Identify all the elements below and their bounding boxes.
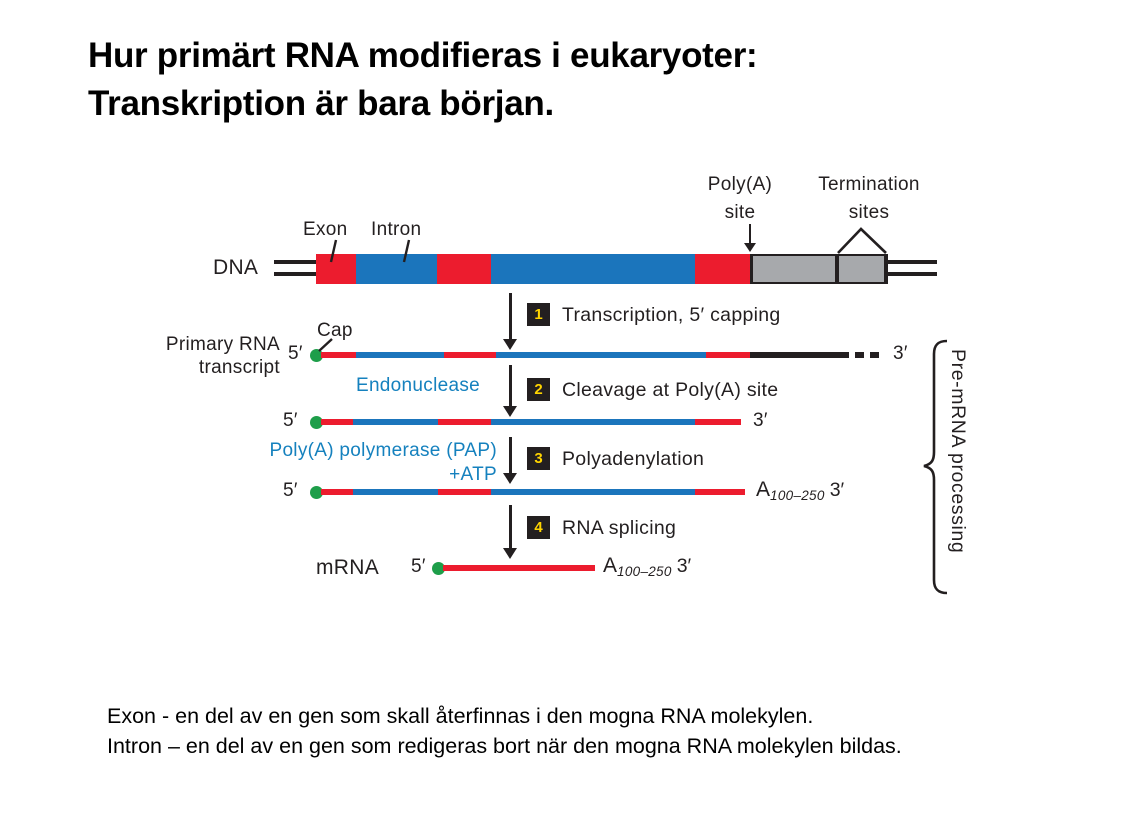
segment-red	[438, 419, 491, 425]
exon-definition: Exon - en del av en gen som skall återfinnas i den mogna RNA molekylen.	[107, 704, 814, 728]
step-2-label: Cleavage at Poly(A) site	[562, 379, 779, 401]
step-arrow-1-icon	[503, 293, 518, 350]
segment-blue	[356, 254, 437, 284]
segment-gray-last	[835, 254, 888, 284]
segment-red	[444, 352, 496, 358]
poly-a-tail-label-2: $A_{100-250}$ 3′	[603, 554, 692, 580]
five-prime-label-3: 5′	[283, 480, 298, 501]
segment-blue	[496, 352, 706, 358]
step-arrow-4-icon	[503, 505, 518, 559]
segment-red	[437, 254, 491, 284]
polya-site-arrow-icon	[744, 224, 756, 252]
dna-gene-bar	[316, 254, 888, 284]
title-line-1: Hur primärt RNA modifieras i eukaryoter:	[88, 36, 758, 75]
step-arrow-3-icon	[503, 437, 518, 484]
cleaved-rna-bar	[321, 419, 741, 425]
endonuclease-label: Endonuclease	[355, 375, 480, 396]
segment-red	[316, 254, 356, 284]
three-prime-label-2: 3′	[753, 410, 768, 431]
three-prime-label-1: 3′	[893, 343, 908, 364]
step-arrow-2-icon	[503, 365, 518, 417]
termination-sites-caret	[838, 229, 886, 253]
step-4-badge: 4	[527, 516, 550, 539]
step-2-badge: 2	[527, 378, 550, 401]
termination-sites-label: Termination sites	[818, 174, 920, 223]
polya-site-label: Poly(A) site	[707, 174, 773, 223]
segment-red	[695, 254, 750, 284]
exon-label: Exon	[303, 219, 348, 240]
intron-definition: Intron – en del av en gen som redigeras bort när den mogna RNA molekylen bildas.	[107, 734, 902, 758]
poly-a-tail-label-1: $A_{100-250}$ 3′	[756, 478, 845, 504]
five-prime-label-2: 5′	[283, 410, 298, 431]
step-1-label: Transcription, 5′ capping	[562, 304, 781, 326]
segment-red	[706, 352, 750, 358]
dna-double-line-right-top	[888, 260, 937, 264]
polyadenylated-rna-bar	[321, 489, 745, 495]
pre-mrna-processing-label: Pre-mRNA processing	[947, 349, 969, 554]
step-3-label: Polyadenylation	[562, 448, 705, 470]
segment-red	[438, 489, 491, 495]
segment-blue	[353, 489, 438, 495]
dna-label: DNA	[213, 256, 259, 279]
intron-label: Intron	[371, 219, 422, 240]
pre-mrna-processing-brace	[924, 341, 947, 593]
segment-red	[321, 352, 356, 358]
primary-transcript-label: Primary RNA transcript	[165, 334, 280, 378]
step-1-badge: 1	[527, 303, 550, 326]
five-prime-label-4: 5′	[411, 556, 426, 577]
segment-dash	[840, 352, 884, 358]
dna-double-line-left-bottom	[274, 272, 316, 276]
segment-gray-first	[750, 254, 835, 284]
step-4-label: RNA splicing	[562, 517, 677, 539]
segment-blue	[491, 254, 695, 284]
page-title	[88, 32, 757, 128]
mature-mrna-bar	[443, 565, 595, 571]
segment-blue	[353, 419, 438, 425]
segment-red	[695, 419, 741, 425]
pap-label: Poly(A) polymerase (PAP) +ATP	[269, 440, 497, 485]
segment-red	[321, 419, 353, 425]
segment-red	[321, 489, 353, 495]
segment-blue	[491, 489, 695, 495]
title-line-2: Transkription är bara början.	[88, 84, 554, 123]
segment-blue	[491, 419, 695, 425]
mrna-label: mRNA	[316, 556, 380, 579]
segment-red	[443, 565, 595, 571]
segment-red	[695, 489, 745, 495]
cap-label: Cap	[317, 320, 353, 341]
definitions-text	[107, 701, 902, 761]
five-prime-label-1: 5′	[288, 343, 303, 364]
primary-rna-bar	[321, 352, 884, 358]
segment-black	[750, 352, 840, 358]
dna-double-line-right-bottom	[888, 272, 937, 276]
step-3-badge: 3	[527, 447, 550, 470]
segment-blue	[356, 352, 444, 358]
dna-double-line-left-top	[274, 260, 316, 264]
